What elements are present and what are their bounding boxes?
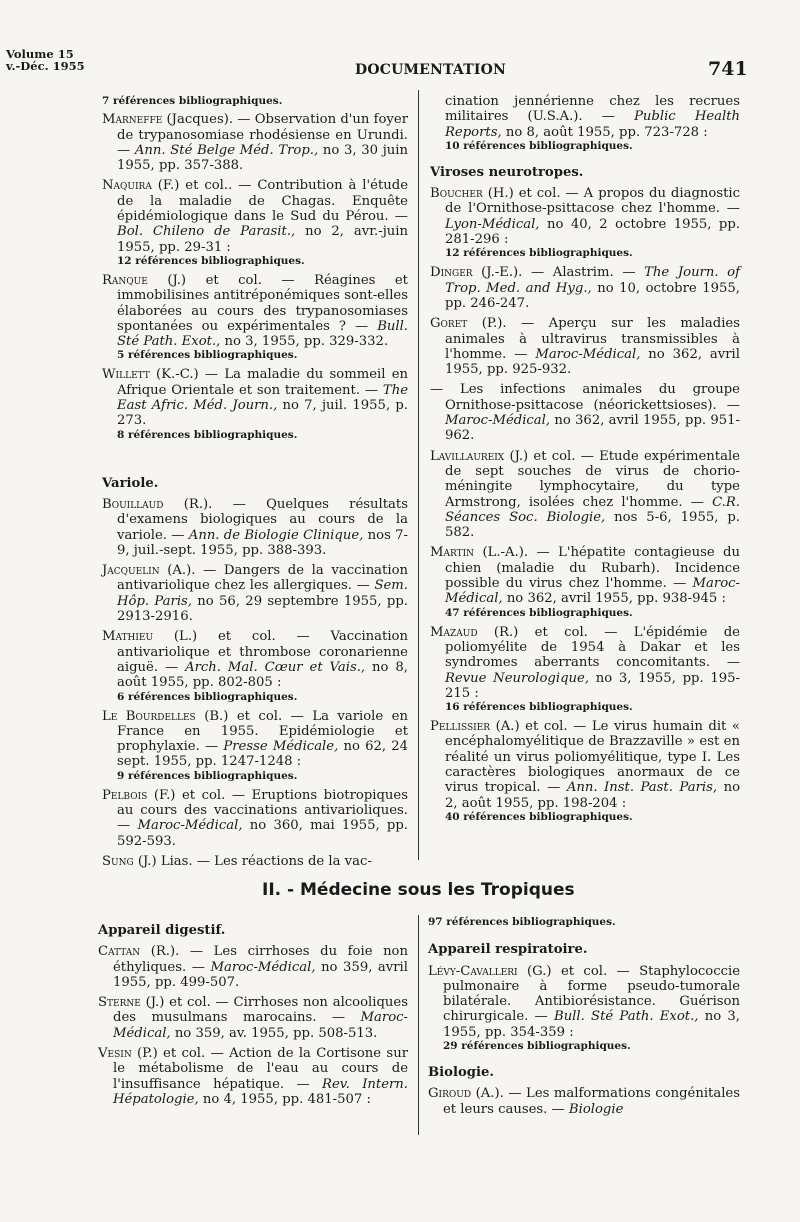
entry-text: (P.) et col. — Action de la Cortisone sur le métabolisme de l'eau au cours de l'insuffisance hépatique. — — [113, 1046, 408, 1092]
entry-author: Sung — [102, 853, 134, 869]
entry-journal: Maroc-Médical, — [535, 346, 641, 362]
entry-journal: Bull. Sté Path. Exot., — [117, 318, 408, 350]
entry-references: 6 références bibliographiques. — [117, 690, 298, 703]
column-right-top — [430, 94, 740, 829]
entry-text: (L.) et col. — Vaccination antivariolique et thrombose coronarienne aiguë. — — [117, 629, 408, 675]
bibliography-entry — [102, 112, 408, 173]
entry-text: (J.) Lias. — Les réactions de la vac- — [133, 853, 372, 869]
entry-journal: Sem. Hôp. Paris, — [117, 578, 408, 609]
entry-author: Goret — [430, 316, 468, 332]
section-heading-digestif: Appareil digestif. — [98, 923, 226, 938]
entry-citation: no 40, 2 octobre 1955, pp. 281-296 : — [445, 216, 740, 248]
entry-citation: no 56, 29 septembre 1955, pp. 2913-2916. — [117, 593, 408, 625]
bibliography-entry — [430, 449, 740, 541]
bibliography-entry — [102, 178, 408, 267]
entry-journal: Public Health Reports, — [445, 109, 741, 140]
entry-author: Dinger — [430, 265, 473, 281]
entry-author: Vesin — [98, 1046, 132, 1062]
entry-list — [428, 964, 740, 1053]
section-heading-variole: Variole. — [102, 475, 159, 491]
entry-text: (H.) et col. — A propos du diagnostic de l'Ornithose-psittacose chez l'homme. — — [445, 186, 740, 217]
entry-citation: no 8, août 1955, pp. 802-805 : — [117, 659, 409, 691]
section-heading-respiratoire: Appareil respiratoire. — [428, 942, 588, 958]
bibliography-entry — [428, 1086, 740, 1117]
entry-author: Cattan — [98, 944, 141, 960]
entry-text: — Les infections animales du groupe Ornithose-psittacose (néorickettsioses). — — [430, 382, 740, 413]
bibliography-entry — [430, 719, 740, 824]
entry-references: 12 références bibliographiques. — [445, 247, 633, 260]
entry-citation: no 3, 1955, pp. 195-215 : — [445, 670, 740, 701]
entry-references: 8 références bibliographiques. — [117, 428, 298, 441]
entry-citation: no 4, 1955, pp. 481-507 : — [198, 1091, 371, 1107]
entry-text: (A.) et col. — Le virus humain dit « encéphalomyélitique de Brazzaville » est en réalité un virus poliomyélitique, type I. Les caractères biologiques anormaux de ce virus tropical. — — [445, 719, 740, 796]
running-head-volume — [6, 48, 85, 72]
entry-references: 12 références bibliographiques. — [117, 254, 305, 267]
entry-references: 10 références bibliographiques. — [445, 139, 633, 152]
entry-references: 16 références bibliographiques. — [445, 701, 633, 714]
entry-list — [98, 944, 408, 1107]
entry-author: Ranque — [102, 272, 148, 288]
entry-list — [102, 112, 408, 441]
entry-journal: Revue Neurologique, — [445, 670, 590, 686]
entry-text: cination jennérienne chez les recrues militaires (U.S.A.). — — [445, 94, 740, 125]
column-left-bottom — [98, 915, 408, 1112]
section-heading-biologie: Biologie. — [428, 1065, 494, 1081]
entry-text: (J.) et col. — Etude expérimentale de sept souches de virus de chorio-méningite lymphocytaire, du type Armstrong, isolées chez l'homme. — — [445, 448, 740, 510]
entry-author: Bouillaud — [102, 496, 164, 512]
entry-citation: no 2, avr.-juin 1955, pp. 29-31 : — [117, 224, 408, 255]
entry-journal: Bull. Sté Path. Exot., — [554, 1009, 699, 1025]
entry-citation: no 2, août 1955, pp. 198-204 : — [445, 780, 741, 811]
entry-journal: The Journ. of Trop. Med. and Hyg., — [445, 265, 740, 296]
entry-author: Lévy-Cavalleri — [428, 963, 518, 979]
bibliography-entry — [430, 545, 740, 619]
entry-journal: Arch. Mal. Cœur et Vais., — [185, 659, 366, 675]
entry-references: 47 références bibliographiques. — [445, 606, 633, 619]
entry-text: (J.) et col. — Cirrhoses non alcooliques des musulmans marocains. — — [113, 995, 408, 1026]
bibliography-entry — [428, 964, 740, 1053]
entry-author: Willett — [102, 367, 150, 383]
entry-citation: no 3, 1955, pp. 329-332. — [220, 334, 389, 350]
column-rule-top — [418, 90, 419, 860]
entry-journal: Bol. Chileno de Parasit., — [117, 224, 296, 240]
entry-author: Jacquelin — [102, 563, 160, 579]
entry-text: (R.). — Quelques résultats d'examens biologiques au cours de la variole. — — [117, 496, 408, 543]
entry-author: Giroud — [428, 1086, 472, 1102]
entry-text: (K.-C.) — La maladie du sommeil en Afrique Orientale et son traitement. — — [117, 367, 408, 398]
entry-citation: no 362, avril 1955, pp. 925-932. — [445, 346, 740, 378]
bibliography-entry — [98, 995, 408, 1041]
volume-dates: v.-Déc. 1955 — [6, 59, 85, 73]
entry-citation: no 362, avril 1955, pp. 951-962. — [445, 413, 740, 444]
entry-author: Sterne — [98, 995, 141, 1011]
entry-references: 29 références bibliographiques. — [443, 1040, 631, 1053]
bibliography-entry — [98, 944, 408, 990]
running-head-title: DOCUMENTATION — [355, 62, 506, 78]
entry-references: 40 références bibliographiques. — [445, 810, 633, 823]
entry-citation: no 8, août 1955, pp. 723-728 : — [501, 124, 708, 140]
continued-references: 97 références bibliographiques. — [428, 916, 616, 928]
entry-author: Le Bourdelles — [102, 708, 196, 724]
entry-text: (R.). — Les cirrhoses du foie non éthyliques. — — [113, 944, 408, 975]
entry-journal: Lyon-Médical, — [445, 216, 540, 232]
entry-author: Pellissier — [430, 719, 491, 735]
entry-text: (F.) et col.. — Contribution à l'étude de la maladie de Chagas. Enquête épidémiologique dans le Sud du Pérou. — — [117, 178, 408, 225]
entry-journal: Ann. Inst. Past. Paris, — [566, 780, 718, 796]
entry-journal: Biologie — [568, 1101, 624, 1117]
entry-text: (B.) et col. — La variole en France en 1955. Epidémiologie et prophylaxie. — — [117, 708, 408, 755]
entry-citation: nos 7-9, juil.-sept. 1955, pp. 388-393. — [117, 527, 408, 558]
column-rule-bottom — [418, 915, 419, 1135]
entry-citation: no 362, avril 1955, pp. 938-945 : — [502, 591, 726, 607]
entry-text: (Jacques). — Observation d'un foyer de trypanosomiase rhodésiense en Urundi. — — [117, 112, 408, 158]
bibliography-entry — [430, 186, 740, 260]
bibliography-entry — [102, 854, 408, 869]
bibliography-entry — [102, 273, 408, 362]
entry-text: (G.) et col. — Staphylococcie pulmonaire à forme pseudo-tumorale bilatérale. Antibiorésistance. Guérison chirurgicale. — — [443, 963, 740, 1025]
entry-author: Martin — [430, 545, 475, 561]
bibliography-entry — [430, 625, 740, 714]
continued-entry — [430, 94, 740, 153]
entry-citation: no 3, 30 juin 1955, pp. 357-388. — [117, 142, 409, 174]
entry-citation: no 3, 1955, pp. 354-359 : — [443, 1009, 740, 1040]
continued-references: 7 références bibliographiques. — [102, 95, 283, 107]
entry-author: Naquira — [102, 178, 152, 194]
entry-author: Mathieu — [102, 629, 154, 645]
entry-citation: no 359, av. 1955, pp. 508-513. — [170, 1025, 378, 1041]
entry-journal: Maroc-Médical, — [113, 1010, 408, 1041]
entry-author: Pelbois — [102, 787, 148, 803]
entry-author: Marneffe — [102, 112, 163, 128]
entry-citation: no 62, 24 sept. 1955, pp. 1247-1248 : — [117, 739, 408, 770]
bibliography-entry — [102, 629, 408, 703]
part-title: II. - Médecine sous les Tropiques — [262, 880, 575, 900]
entry-text: (R.) et col. — L'épidémie de poliomyélite de 1954 à Dakar et les syndromes aberrants concomitants. — — [445, 624, 740, 671]
entry-text: (J.) et col. — Réagines et immobilisines antitréponémiques sont-elles élaborées au cours des trypanosomiases spontanées ou expérimentales ? — — [117, 272, 408, 334]
bibliography-entry — [102, 367, 408, 441]
bibliography-entry — [102, 497, 408, 558]
entry-list — [428, 1086, 740, 1117]
bibliography-entry — [102, 563, 408, 624]
entry-citation: nos 5-6, 1955, p. 582. — [445, 509, 740, 541]
entry-citation: no 7, juil. 1955, p. 273. — [117, 398, 408, 429]
section-heading-viroses: Viroses neurotropes. — [430, 164, 584, 180]
entry-text: (P.). — Aperçu sur les maladies animales à ultravirus transmissibles à l'homme. — — [445, 316, 740, 362]
column-right-bottom — [428, 915, 740, 1122]
entry-author: Lavillaureix — [430, 448, 505, 464]
bibliography-entry — [430, 265, 740, 311]
entry-citation: no 360, mai 1955, pp. 592-593. — [117, 818, 408, 849]
entry-journal: Maroc-Médical, — [445, 413, 551, 429]
entry-text: (J.-E.). — Alastrim. — — [472, 265, 645, 281]
entry-list — [102, 497, 408, 869]
entry-journal: The East Afric. Méd. Journ., — [117, 382, 408, 414]
bibliography-entry — [102, 709, 408, 783]
entry-journal: Presse Médicale, — [223, 739, 339, 755]
entry-journal: Ann. Sté Belge Méd. Trop., — [134, 142, 319, 158]
entry-journal: Maroc-Médical, — [445, 576, 740, 607]
entry-author: Boucher — [430, 186, 483, 202]
entry-text: (A.). — Dangers de la vaccination antivariolique chez les allergiques. — — [117, 563, 408, 594]
entry-text: (L.-A.). — L'hépatite contagieuse du chien (maladie du Rubarh). Incidence possible du virus chez l'homme. — — [445, 545, 740, 592]
entry-journal: Ann. de Biologie Clinique, — [188, 527, 364, 543]
entry-citation: no 359, avril 1955, pp. 499-507. — [113, 959, 408, 990]
entry-citation: no 10, octobre 1955, pp. 246-247. — [445, 280, 740, 311]
bibliography-entry — [430, 382, 740, 443]
entry-text: (A.). — Les malformations congénitales et leurs causes. — — [443, 1086, 740, 1117]
entry-references: 9 références bibliographiques. — [117, 769, 298, 782]
entry-references: 5 références bibliographiques. — [117, 349, 298, 362]
bibliography-entry — [430, 316, 740, 377]
entry-journal: C.R. Séances Soc. Biologie, — [445, 494, 740, 525]
bibliography-entry — [102, 788, 408, 849]
entry-author: Mazaud — [430, 624, 478, 640]
entry-journal: Rev. Intern. Hépatologie, — [113, 1076, 408, 1107]
entry-list — [430, 186, 740, 824]
page-number: 741 — [708, 58, 748, 80]
volume-label: Volume 15 — [6, 47, 74, 61]
entry-journal: Maroc-Médical, — [137, 818, 243, 834]
bibliography-entry — [98, 1046, 408, 1107]
column-left-top — [102, 94, 408, 874]
entry-journal: Maroc-Médical, — [210, 959, 316, 975]
entry-text: (F.) et col. — Eruptions biotropiques au cours des vaccinations antivarioliques. — — [117, 787, 408, 834]
